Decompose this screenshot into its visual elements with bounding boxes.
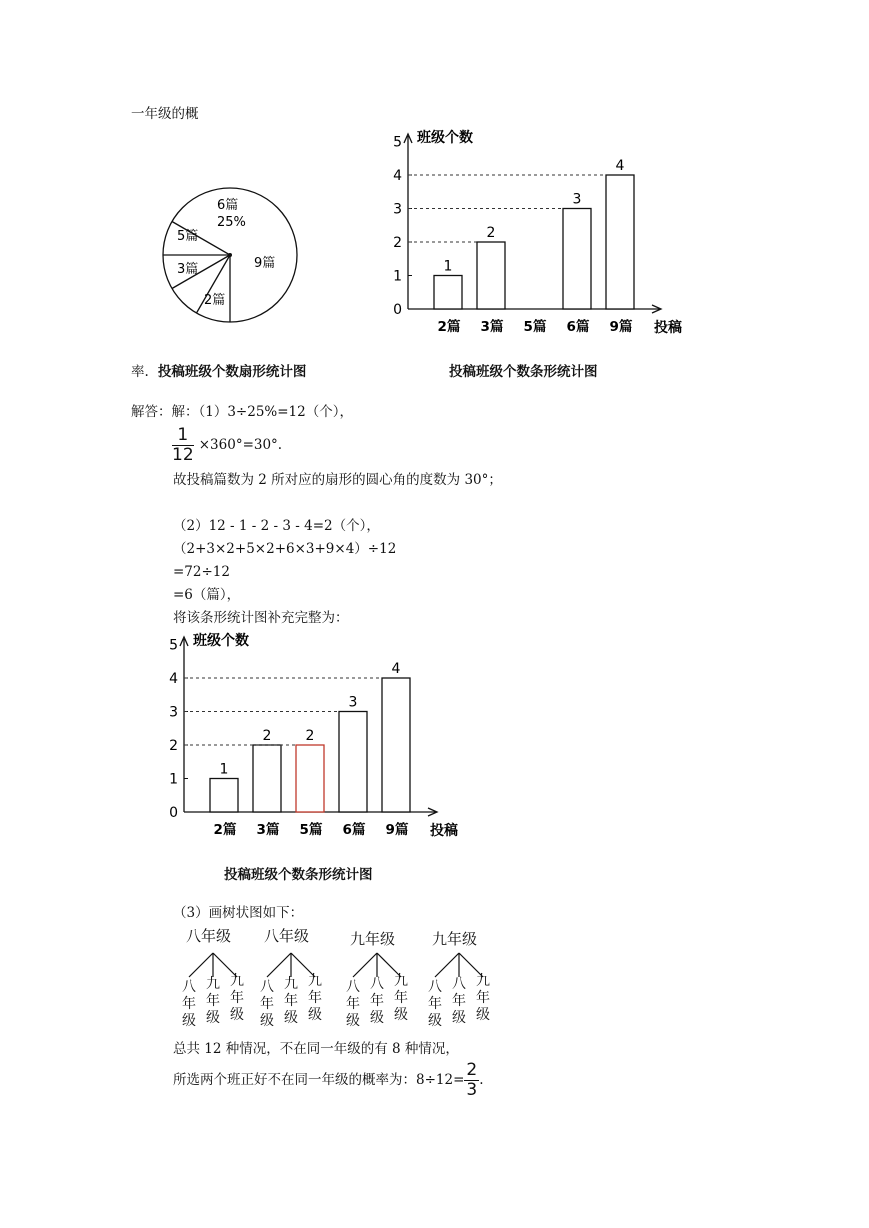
data-label: 4: [615, 158, 625, 174]
y-tick-label: 0: [169, 805, 178, 821]
data-label: 2: [262, 728, 272, 744]
tree-leaf-label: 九年级: [308, 973, 322, 1023]
y-tick-label: 3: [169, 704, 178, 721]
bar: [606, 175, 634, 309]
solution-fraction-line: $\frac{1}{12}$ ×360°=30°.: [172, 425, 283, 465]
bar: [563, 209, 591, 310]
pie-label-5pian: 5篇: [177, 229, 199, 244]
y-tick-label: 4: [169, 671, 178, 687]
x-tick-label: 5篇: [299, 822, 323, 838]
part2-line4: =6（篇），: [173, 587, 241, 603]
bar: [477, 242, 505, 309]
data-label: 2: [486, 225, 496, 241]
bar-chart-1: [392, 128, 692, 343]
tree-leaf-label: 八年级: [428, 979, 442, 1029]
x-tick-label: 2篇: [437, 319, 461, 335]
x-tick-label: 6篇: [566, 319, 590, 335]
tree-group: [262, 925, 340, 1040]
part3-line1: （3）画树状图如下：: [173, 905, 304, 921]
tree-diagram: [170, 925, 510, 1040]
tree-leaf-label: 八年级: [260, 979, 274, 1029]
pie-chart: [155, 183, 305, 328]
bar: [434, 276, 462, 310]
tree-leaf-label: 八年级: [182, 979, 196, 1029]
tree-leaf-label: 九年级: [206, 976, 220, 1026]
tree-leaf-label: 九年级: [230, 973, 244, 1023]
tree-root-label: 九年级: [350, 930, 396, 948]
x-tick-label: 9篇: [609, 319, 633, 335]
tree-root-label: 八年级: [186, 927, 232, 945]
y-tick-label: 3: [393, 201, 402, 218]
x-axis-label: 投稿: [654, 320, 682, 336]
y-tick-label: 1: [169, 771, 178, 788]
data-label: 3: [348, 694, 358, 711]
tree-leaf-label: 九年级: [284, 976, 298, 1026]
y-tick-label: 2: [393, 235, 402, 251]
tree-leaf-label: 八年级: [346, 979, 360, 1029]
pie-label-25pct: 25%: [217, 215, 246, 230]
header-fragment-end: 率.: [131, 364, 149, 380]
data-label: 2: [305, 728, 315, 744]
data-label: 3: [572, 191, 582, 208]
bar: [210, 779, 238, 813]
tree-group: [184, 925, 262, 1040]
x-axis-label: 投稿: [430, 823, 458, 839]
tree-leaf-label: 九年级: [394, 973, 408, 1023]
solution-angle-line: 故投稿篇数为 2 所对应的扇形的圆心角的度数为 30°；: [173, 472, 502, 488]
bar: [382, 678, 410, 812]
fraction-2-3: $\frac{2}{3}$: [466, 1060, 478, 1100]
tree-group: [430, 925, 508, 1040]
pie-label-6pian: 6篇: [217, 198, 239, 213]
bar-chart-2-caption: 投稿班级个数条形统计图: [224, 867, 373, 883]
part2-line1: （2）12 - 1 - 2 - 3 - 4=2（个），: [173, 518, 380, 534]
solution-intro: 解答：解：（1）3÷25%=12（个），: [131, 404, 353, 420]
header-fragment: 一年级的概: [131, 106, 199, 122]
x-tick-label: 6篇: [342, 822, 366, 838]
tree-leaf-label: 八年级: [452, 976, 466, 1026]
x-tick-label: 2篇: [213, 822, 237, 838]
tree-leaf-label: 九年级: [476, 973, 490, 1023]
tree-group: [348, 925, 426, 1040]
y-axis-label: 班级个数: [193, 633, 249, 649]
bar-chart-1-caption: 投稿班级个数条形统计图: [449, 364, 598, 380]
part2-line5: 将该条形统计图补充完整为：: [173, 610, 349, 626]
tree-root-label: 八年级: [264, 927, 310, 945]
bar: [339, 712, 367, 813]
pie-caption-row: [131, 360, 306, 380]
y-tick-label: 5: [393, 134, 402, 151]
pie-caption: 投稿班级个数扇形统计图: [157, 364, 307, 380]
x-tick-label: 9篇: [385, 822, 409, 838]
bar-chart-2: [168, 631, 468, 846]
data-label: 1: [443, 258, 453, 275]
data-label: 1: [219, 761, 229, 778]
x-tick-label: 3篇: [480, 319, 504, 335]
bar: [253, 745, 281, 812]
data-label: 4: [391, 661, 401, 677]
y-tick-label: 4: [393, 168, 402, 184]
conclusion-line2: 所选两个班正好不在同一年级的概率为：8÷12= $\frac{2}{3}$ .: [173, 1060, 484, 1100]
y-axis-label: 班级个数: [417, 130, 473, 146]
tree-leaf-label: 八年级: [370, 976, 384, 1026]
bar: [296, 745, 324, 812]
conclusion-line1: 总共 12 种情况，不在同一年级的有 8 种情况，: [173, 1041, 459, 1057]
x-tick-label: 3篇: [256, 822, 280, 838]
y-tick-label: 2: [169, 738, 178, 754]
y-tick-label: 0: [393, 302, 402, 318]
pie-label-9pian: 9篇: [254, 256, 276, 271]
pie-label-2pian: 2篇: [204, 293, 226, 308]
fraction-1-12: $\frac{1}{12}$: [172, 425, 194, 465]
part2-line3: =72÷12: [173, 564, 230, 580]
y-tick-label: 1: [393, 268, 402, 285]
x-tick-label: 5篇: [523, 319, 547, 335]
tree-root-label: 九年级: [432, 930, 478, 948]
part2-line2: （2+3×2+5×2+6×3+9×4）÷12: [173, 541, 397, 557]
y-tick-label: 5: [169, 637, 178, 654]
pie-label-3pian: 3篇: [177, 262, 199, 277]
